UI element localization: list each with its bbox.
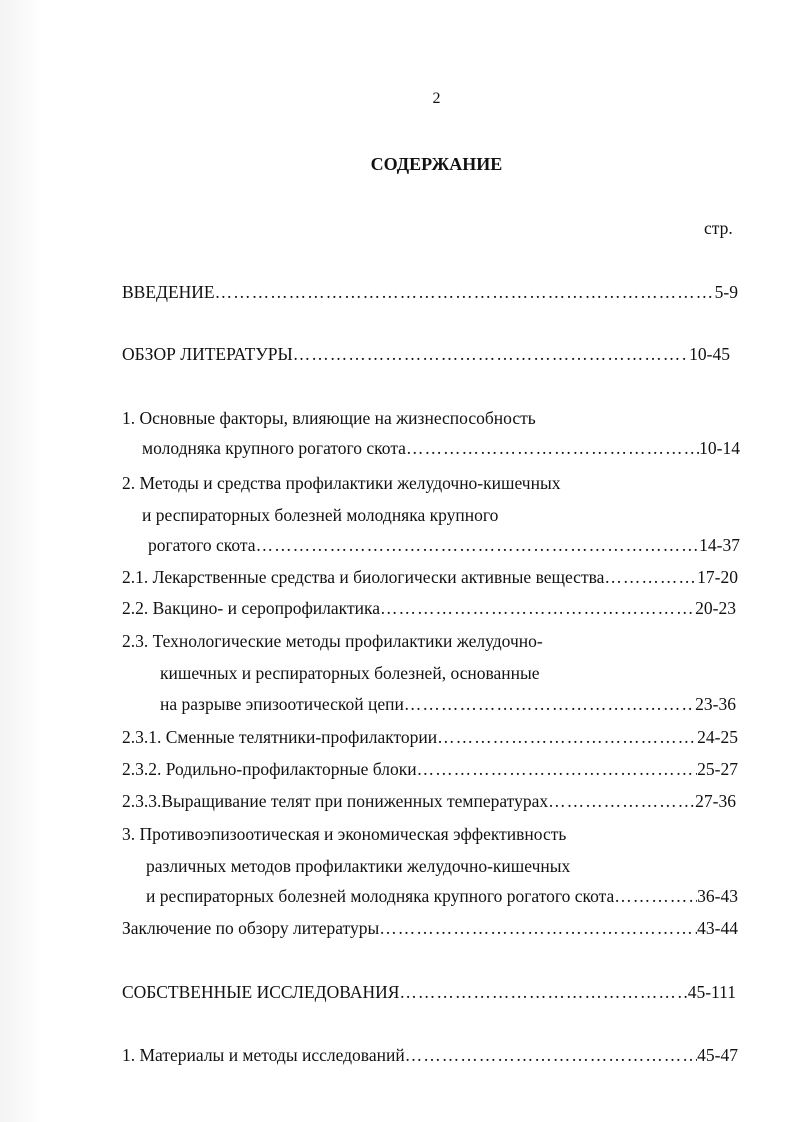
toc-entry-page: 14-37 <box>699 535 740 555</box>
toc-entry-page: 20-23 <box>695 598 736 618</box>
toc-entry-text: 2.1. Лекарственные средства и биологически активные вещества <box>122 567 605 587</box>
toc-entry-page: 24-25 <box>697 727 738 747</box>
toc-entry-page: 10-45 <box>689 344 730 364</box>
toc-entry-text: ВВЕДЕНИЕ <box>122 282 215 302</box>
toc-entry-page: 17-20 <box>697 567 738 587</box>
toc-entry-conclusion <box>122 918 738 940</box>
toc-entry-page: 27-36 <box>695 791 736 811</box>
toc-dot-leader <box>399 982 687 1003</box>
toc-entry-s23-line1: 2.3. Технологические методы профилактики желудочно- <box>122 631 543 651</box>
toc-entry-s3-line1: 3. Противоэпизоотическая и экономическая эффективность <box>122 824 567 844</box>
toc-entry-own1 <box>122 1045 738 1067</box>
toc-entry-page: 45-111 <box>687 982 736 1002</box>
toc-entry-own <box>122 982 736 1004</box>
toc-entry-s2-line1: 2. Методы и средства профилактики желудочно-кишечных <box>122 473 561 493</box>
page-title: СОДЕРЖАНИЕ <box>370 154 503 174</box>
toc-entry-text: Заключение по обзору литературы <box>122 918 380 938</box>
toc-entry-s23 <box>160 694 736 716</box>
page-number: 2 <box>432 90 441 107</box>
toc-entry-s232 <box>122 759 738 781</box>
toc-entry-s3 <box>146 886 738 908</box>
toc-entry-text: молодняка крупного рогатого скота <box>142 438 406 458</box>
toc-entry-text: 2.2. Вакцино- и серопрофилактика <box>122 598 380 618</box>
toc-entry-text: 2.3.1. Сменные телятники-профилактории <box>122 727 438 747</box>
toc-dot-leader <box>405 1045 697 1066</box>
toc-dot-leader <box>256 535 700 556</box>
toc-entry-text: на разрыве эпизоотической цепи <box>160 694 404 714</box>
toc-entry-s233 <box>122 791 736 813</box>
toc-entry-page: 23-36 <box>695 694 736 714</box>
toc-entry-text: рогатого скота <box>148 535 256 555</box>
page-column-label: стр. <box>704 218 733 238</box>
toc-entry-s2-line2: и респираторных болезней молодняка крупного <box>142 505 499 525</box>
toc-entry-text: СОБСТВЕННЫЕ ИССЛЕДОВАНИЯ <box>122 982 400 1002</box>
toc-entry-s2 <box>148 535 740 557</box>
toc-dot-leader <box>548 791 695 812</box>
toc-entry-page: 5-9 <box>714 282 738 302</box>
toc-dot-leader <box>406 438 699 459</box>
toc-entry-page: 45-47 <box>697 1045 738 1065</box>
toc-entry-text: 1. Материалы и методы исследований <box>122 1045 405 1065</box>
toc-entry-text: 2.3.3.Выращивание телят при пониженных температурах <box>122 791 549 811</box>
toc-entry-page: 10-14 <box>699 438 740 458</box>
toc-dot-leader <box>417 759 698 780</box>
toc-entry-text: 2.3.2. Родильно-профилакторные блоки <box>122 759 417 779</box>
toc-dot-leader <box>404 694 695 715</box>
toc-dot-leader <box>380 598 695 619</box>
toc-entry-s3-line2: различных методов профилактики желудочно-кишечных <box>146 856 571 876</box>
toc-entry-page: 36-43 <box>697 886 738 906</box>
toc-entry-s231 <box>122 727 738 749</box>
toc-dot-leader <box>437 727 697 748</box>
toc-entry-s22 <box>122 598 736 620</box>
toc-entry-s1 <box>142 438 740 460</box>
toc-dot-leader <box>215 282 715 303</box>
toc-entry-s23-line2: кишечных и респираторных болезней, основанные <box>160 663 540 683</box>
toc-entry-page: 43-44 <box>697 918 738 938</box>
toc-dot-leader <box>379 918 697 939</box>
toc-entry-review <box>122 344 730 366</box>
toc-entry-page: 25-27 <box>697 759 738 779</box>
toc-entry-text: и респираторных болезней молодняка крупного рогатого скота <box>146 886 615 906</box>
toc-dot-leader <box>293 344 689 365</box>
toc-entry-text: ОБЗОР ЛИТЕРАТУРЫ <box>122 344 293 364</box>
toc-entry-intro <box>122 282 738 304</box>
toc-dot-leader <box>614 886 697 907</box>
toc-entry-s1-line1: 1. Основные факторы, влияющие на жизнеспособность <box>122 408 536 428</box>
toc-dot-leader <box>604 567 697 588</box>
toc-entry-s21 <box>122 567 738 589</box>
